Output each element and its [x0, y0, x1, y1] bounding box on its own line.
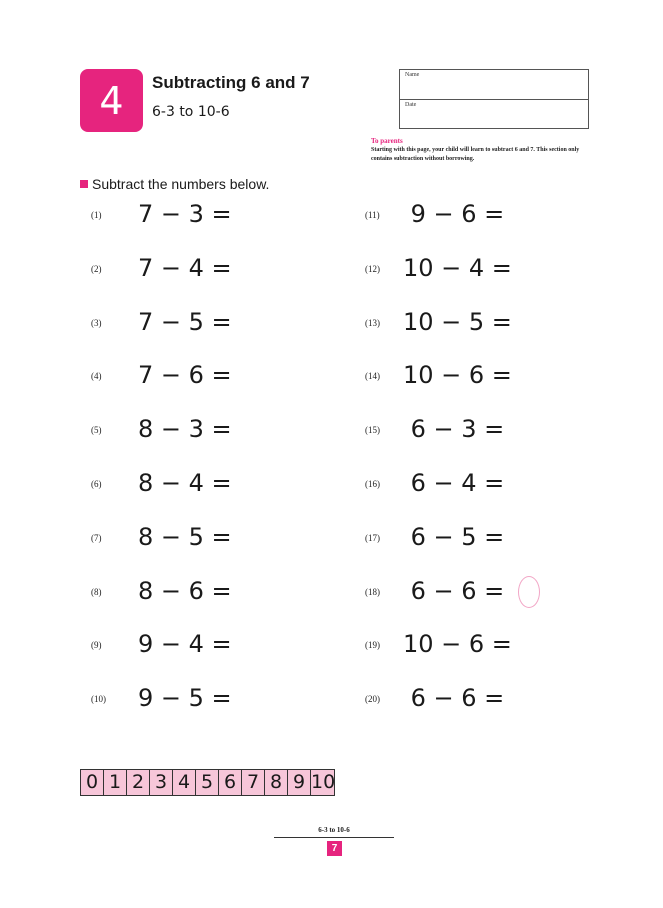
number-line [80, 769, 335, 796]
problem-row [0, 469, 663, 503]
page-title: Subtracting 6 and 7 [152, 73, 310, 92]
problem-number: (17) [365, 532, 380, 543]
name-date-box [399, 69, 589, 129]
problem-expression: 6 − 6 = [403, 576, 505, 605]
name-label: Name [405, 72, 420, 78]
problem-number: (5) [91, 425, 102, 436]
problem-expression: 9 − 5 = [138, 684, 232, 713]
number-line-cell: 3 [150, 770, 173, 795]
problem-number: (2) [91, 263, 102, 274]
problem-expression: 6 − 5 = [403, 522, 505, 551]
page-subtitle: 6-3 to 10-6 [152, 104, 230, 120]
problem-expression: 6 − 6 = [403, 684, 505, 713]
problem-number: (3) [91, 317, 102, 328]
problem-number: (4) [91, 371, 102, 382]
footer-caption: 6-3 to 10-6 [318, 826, 350, 834]
problem-expression: 10 − 4 = [403, 253, 512, 282]
number-line-cell: 9 [288, 770, 311, 795]
problem-expression: 10 − 6 = [403, 361, 512, 390]
problem-expression: 7 − 6 = [138, 361, 232, 390]
problem-row [0, 577, 663, 611]
problem-expression: 7 − 3 = [138, 200, 232, 228]
problem-number: (20) [365, 694, 380, 705]
problem-number: (11) [365, 210, 380, 220]
problem-number: (1) [91, 210, 102, 220]
number-line-cell: 0 [81, 770, 104, 795]
number-line-cell: 4 [173, 770, 196, 795]
problem-expression: 6 − 4 = [403, 469, 505, 497]
number-line-cell: 1 [104, 770, 127, 795]
number-line-cell: 10 [311, 771, 336, 793]
problem-number: (7) [91, 532, 102, 543]
problem-row [0, 361, 663, 395]
to-parents-note: Starting with this page, your child will learn to subtract 6 and 7. This section only contains subtraction without borrowing. [371, 147, 580, 162]
number-line-cell: 5 [196, 770, 219, 795]
problem-expression: 6 − 3 = [403, 415, 505, 444]
problem-number: (12) [365, 263, 380, 274]
problem-number: (8) [91, 586, 102, 597]
problem-row [0, 308, 663, 342]
problem-number: (14) [365, 371, 380, 382]
unit-number-badge: 4 [80, 69, 143, 132]
problem-row [0, 415, 663, 449]
problem-expression: 8 − 3 = [138, 415, 232, 444]
problem-number: (15) [365, 425, 380, 436]
problem-expression: 7 − 4 = [138, 253, 232, 282]
number-line-cell: 6 [219, 770, 242, 795]
problem-row [0, 254, 663, 288]
instruction [80, 176, 269, 192]
page-number: 7 [327, 841, 342, 856]
number-line-cell: 7 [242, 770, 265, 795]
problem-number: (18) [365, 586, 380, 597]
problem-number: (19) [365, 640, 380, 651]
instruction-text: Subtract the numbers below. [92, 176, 270, 192]
problem-number: (16) [365, 479, 380, 489]
name-field[interactable] [400, 70, 588, 100]
problem-expression: 7 − 5 = [138, 307, 232, 336]
to-parents-heading: To parents [371, 137, 403, 145]
number-line-cell: 8 [265, 770, 288, 795]
problem-expression: 10 − 6 = [403, 630, 512, 659]
answer-circle-mark [518, 576, 540, 608]
problem-expression: 9 − 4 = [138, 630, 232, 659]
problem-number: (9) [91, 640, 102, 651]
problem-expression: 8 − 4 = [138, 469, 232, 497]
problem-row [0, 684, 663, 718]
problem-row [0, 200, 663, 234]
problem-number: (13) [365, 317, 380, 328]
date-label: Date [405, 102, 417, 108]
number-line-cell: 2 [127, 770, 150, 795]
problem-number: (6) [91, 479, 102, 489]
problem-expression: 8 − 6 = [138, 576, 232, 605]
problem-row [0, 630, 663, 664]
date-field[interactable] [400, 100, 588, 130]
problem-expression: 9 − 6 = [403, 200, 505, 228]
footer-divider [274, 837, 394, 838]
problem-expression: 8 − 5 = [138, 522, 232, 551]
problem-expression: 10 − 5 = [403, 307, 512, 336]
problem-row [0, 523, 663, 557]
problem-number: (10) [91, 694, 106, 705]
square-bullet-icon [80, 180, 88, 188]
